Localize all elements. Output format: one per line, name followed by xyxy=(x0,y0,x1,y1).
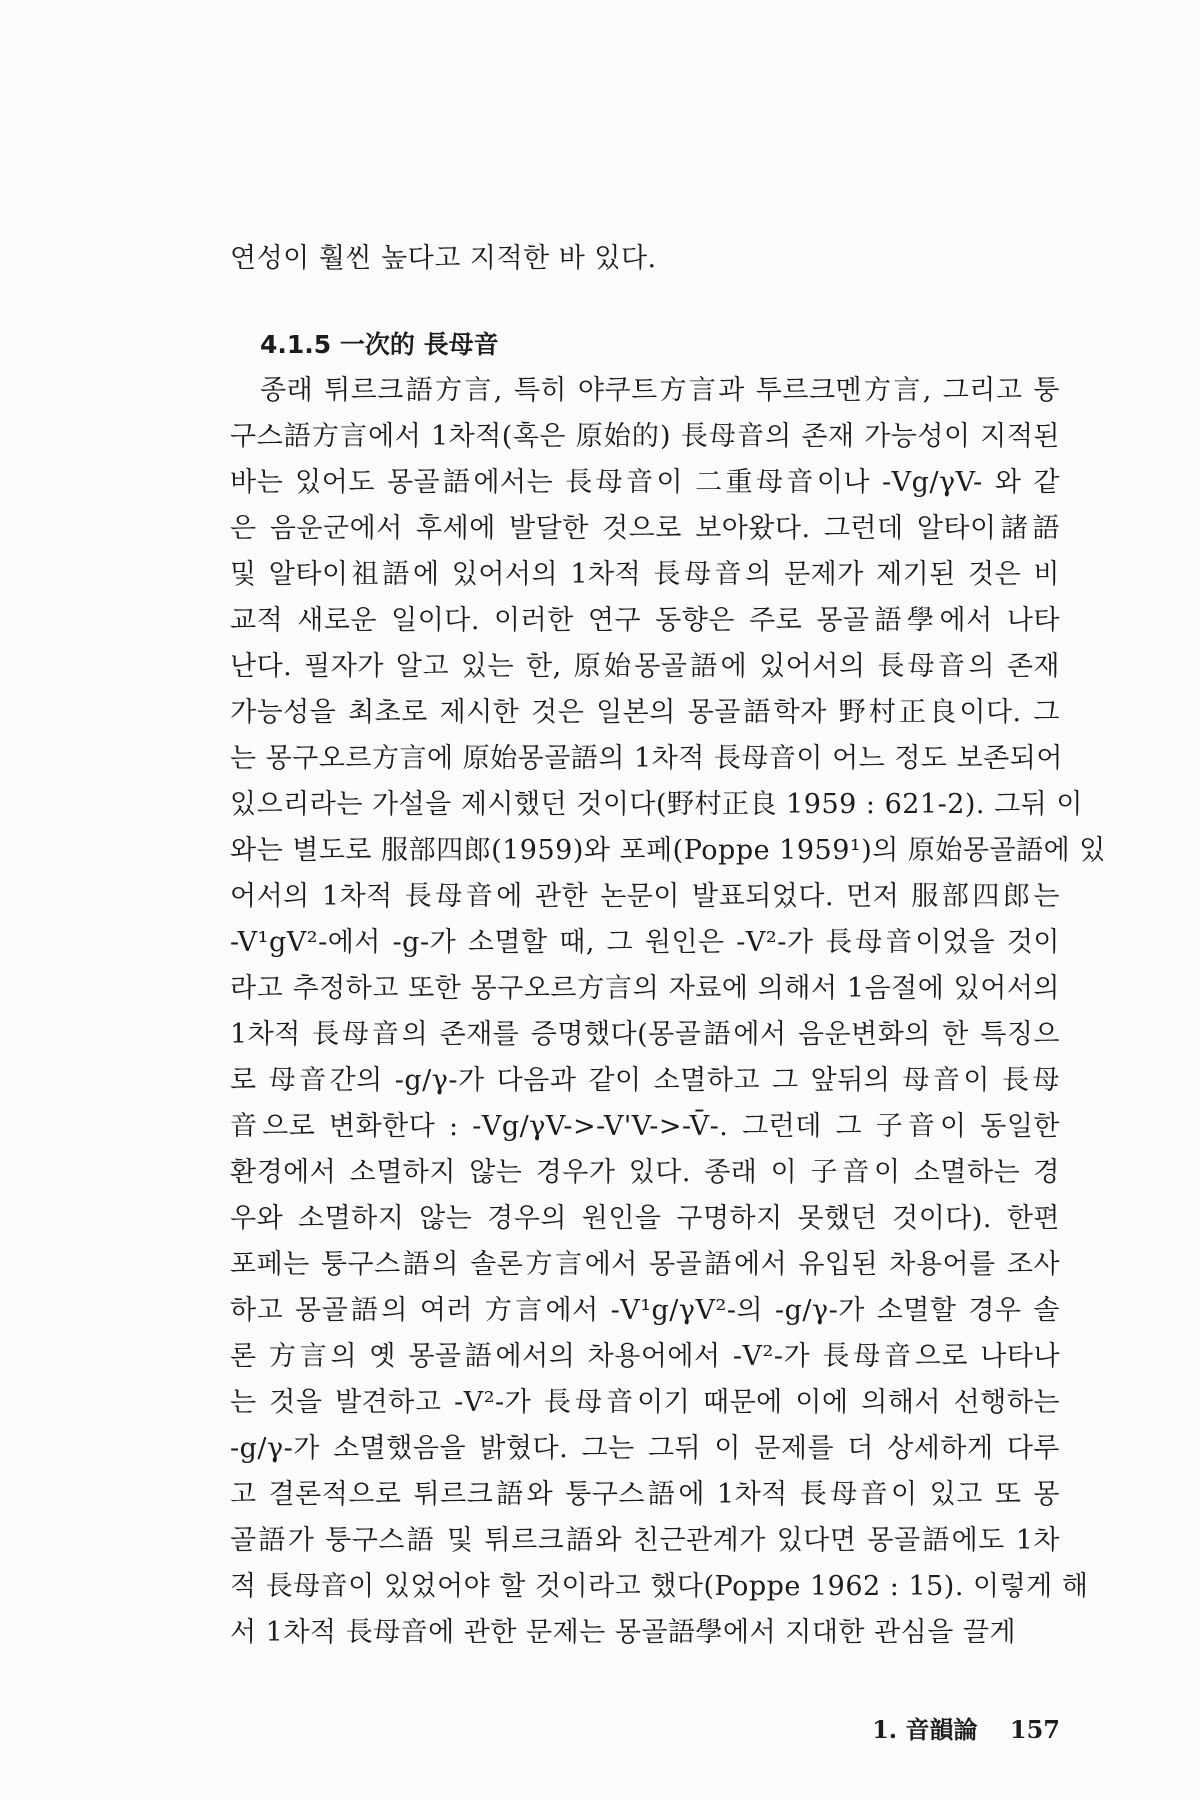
text-line: 와는 별도로 服部四郎(1959)와 포페(Poppe 1959¹)의 原始몽골語에 있 xyxy=(230,835,1106,866)
text-line: 종래 튀르크語方言, 특히 야쿠트方言과 투르크멘方言, 그리고 퉁 xyxy=(260,375,1060,406)
text-line: 하고 몽골語의 여러 方言에서 -V¹g/γV²-의 -g/γ-가 소멸할 경우 솔 xyxy=(230,1295,1060,1326)
text-line: 바는 있어도 몽골語에서는 長母音이 二重母音이나 -Vg/γV- 와 같 xyxy=(230,467,1060,498)
text-line: 서 1차적 長母音에 관한 문제는 몽골語學에서 지대한 관심을 끌게 xyxy=(230,1617,1017,1648)
text-line: 1차적 長母音의 존재를 증명했다(몽골語에서 음운변화의 한 특징으 xyxy=(230,1019,1060,1050)
text-line: 는 것을 발견하고 -V²-가 長母音이기 때문에 이에 의해서 선행하는 xyxy=(230,1387,1060,1418)
text-line: 가능성을 최초로 제시한 것은 일본의 몽골語학자 野村正良이다. 그 xyxy=(230,697,1060,728)
text-line: 은 음운군에서 후세에 발달한 것으로 보아왔다. 그런데 알타이諸語 xyxy=(230,513,1060,544)
text-line: 론 方言의 옛 몽골語에서의 차용어에서 -V²-가 長母音으로 나타나 xyxy=(230,1341,1060,1372)
text-line: 있으리라는 가설을 제시했던 것이다(野村正良 1959 : 621-2). 그뒤 이 xyxy=(230,789,1083,820)
body-text xyxy=(230,236,1106,1656)
text-line: 포페는 퉁구스語의 솔론方言에서 몽골語에서 유입된 차용어를 조사 xyxy=(230,1249,1060,1280)
text-line: 구스語方言에서 1차적(혹은 原始的) 長母音의 존재 가능성이 지적된 xyxy=(230,421,1060,452)
text-line: 고 결론적으로 튀르크語와 퉁구스語에 1차적 長母音이 있고 또 몽 xyxy=(230,1479,1060,1510)
text-line: 音으로 변화한다 : -Vg/γV->-V'V->-V̄-. 그런데 그 子音이 동일한 xyxy=(230,1111,1060,1142)
text-line: 난다. 필자가 알고 있는 한, 原始몽골語에 있어서의 長母音의 존재 xyxy=(230,651,1060,682)
text-line: 는 몽구오르方言에 原始몽골語의 1차적 長母音이 어느 정도 보존되어 xyxy=(230,743,1063,774)
text-line: 환경에서 소멸하지 않는 경우가 있다. 종래 이 子音이 소멸하는 경 xyxy=(230,1157,1060,1188)
text-line: 우와 소멸하지 않는 경우의 원인을 구명하지 못했던 것이다). 한편 xyxy=(230,1203,1060,1234)
text-line: 골語가 퉁구스語 및 튀르크語와 친근관계가 있다면 몽골語에도 1차 xyxy=(230,1525,1061,1556)
page-number: 157 xyxy=(1009,1715,1060,1744)
text-line: 로 母音간의 -g/γ-가 다음과 같이 소멸하고 그 앞뒤의 母音이 長母 xyxy=(230,1065,1060,1096)
text-line: -V¹gV²-에서 -g-가 소멸할 때, 그 원인은 -V²-가 長母音이었을 것이 xyxy=(230,927,1060,958)
text-line: 어서의 1차적 長母音에 관한 논문이 발표되었다. 먼저 服部四郎는 xyxy=(230,881,1060,912)
text-line: 라고 추정하고 또한 몽구오르方言의 자료에 의해서 1음절에 있어서의 xyxy=(230,973,1060,1004)
section-heading: 4.1.5 一次的 長母音 xyxy=(260,330,499,359)
text-line: 적 長母音이 있었어야 할 것이라고 했다(Poppe 1962 : 15). 이렇게 해 xyxy=(230,1571,1089,1602)
page-footer xyxy=(848,1710,1060,1745)
text-line: 교적 새로운 일이다. 이러한 연구 동향은 주로 몽골語學에서 나타 xyxy=(230,605,1060,636)
footer-section-title: 1. 音韻論 xyxy=(872,1715,978,1744)
text-line: 및 알타이祖語에 있어서의 1차적 長母音의 문제가 제기된 것은 비 xyxy=(230,559,1060,590)
text-line: -g/γ-가 소멸했음을 밝혔다. 그는 그뒤 이 문제를 더 상세하게 다루 xyxy=(230,1433,1060,1464)
text-line: 연성이 훨씬 높다고 지적한 바 있다. xyxy=(230,243,657,274)
